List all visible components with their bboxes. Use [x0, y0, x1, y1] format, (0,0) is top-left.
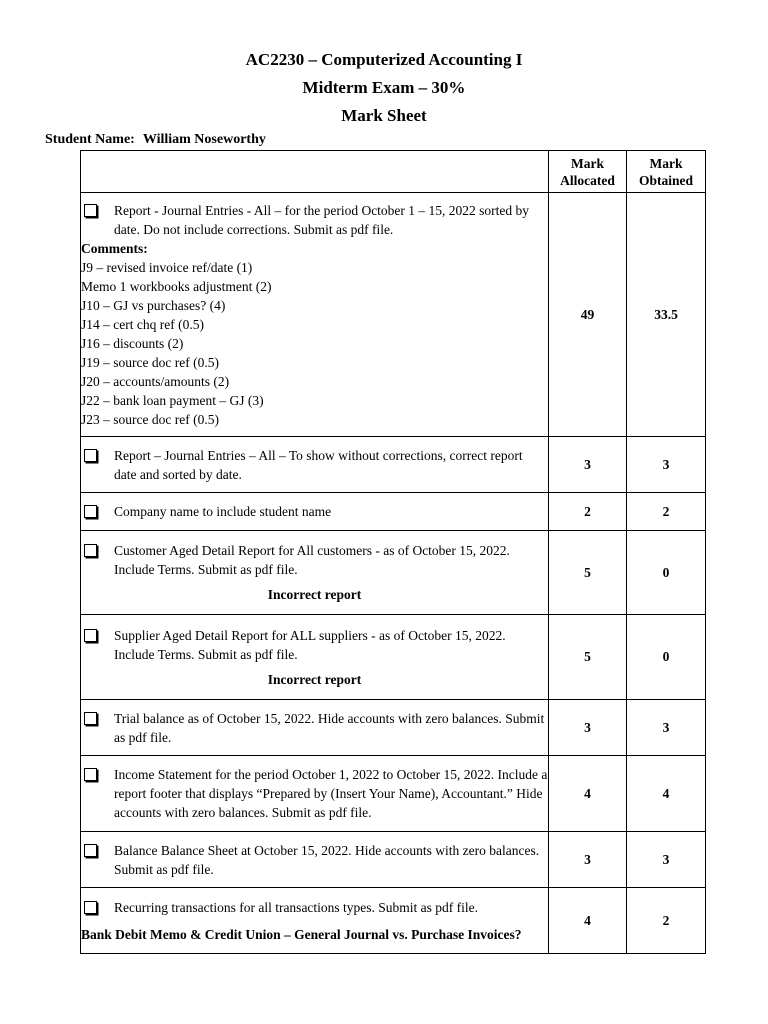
- task-cell: [81, 615, 549, 700]
- checkbox-icon[interactable]: [84, 629, 97, 642]
- task-text: Supplier Aged Detail Report for ALL suppliers - as of October 15, 2022. Include Terms. Submit as pdf file.: [114, 627, 506, 662]
- task-cell: [81, 888, 549, 954]
- mark-allocated: 3: [549, 437, 627, 493]
- comment-line: J10 – GJ vs purchases? (4): [81, 297, 226, 313]
- task-text: Report – Journal Entries – All – To show without corrections, correct report date and sorted by date.: [114, 447, 523, 482]
- mark-allocated: 49: [549, 193, 627, 437]
- mark-allocated: 5: [549, 615, 627, 700]
- task-text: Balance Balance Sheet at October 15, 2022. Hide accounts with zero balances. Submit as pdf file.: [114, 842, 540, 877]
- mark-allocated: 4: [549, 888, 627, 954]
- task-cell: [81, 193, 549, 437]
- table-row: [81, 832, 706, 888]
- course-title: AC2230 – Computerized Accounting I: [245, 50, 523, 69]
- comment-line: J9 – revised invoice ref/date (1): [81, 259, 253, 275]
- comment-line: J14 – cert chq ref (0.5): [81, 316, 204, 332]
- task-note: Bank Debit Memo & Credit Union – General Journal vs. Purchase Invoices?: [81, 926, 522, 942]
- document-header: [0, 46, 768, 130]
- task-cell: [81, 832, 549, 888]
- comments-label: Comments:: [81, 240, 148, 256]
- comment-line: J16 – discounts (2): [81, 335, 184, 351]
- comment-line: J22 – bank loan payment – GJ (3): [81, 392, 264, 408]
- mark-obtained: 0: [627, 615, 706, 700]
- mark-obtained: 4: [627, 756, 706, 832]
- mark-obtained: 3: [627, 700, 706, 756]
- task-note: Incorrect report: [267, 587, 362, 602]
- task-note: Incorrect report: [267, 671, 362, 687]
- header-mark-obtained: Mark Obtained: [627, 151, 706, 193]
- mark-allocated: 2: [549, 493, 627, 531]
- mark-table: [80, 150, 706, 954]
- sheet-title: Mark Sheet: [341, 106, 427, 125]
- table-row: [81, 493, 706, 531]
- table-row: [81, 615, 706, 700]
- task-text: Trial balance as of October 15, 2022. Hide accounts with zero balances. Submit as pdf file.: [114, 710, 545, 745]
- table-row: [81, 700, 706, 756]
- mark-allocated: 5: [549, 531, 627, 615]
- mark-allocated: 3: [549, 832, 627, 888]
- checkbox-icon[interactable]: [84, 712, 97, 725]
- comment-line: J20 – accounts/amounts (2): [81, 373, 230, 389]
- table-row: [81, 531, 706, 615]
- task-cell: [81, 437, 549, 493]
- checkbox-icon[interactable]: [84, 901, 97, 914]
- task-cell: [81, 531, 549, 615]
- table-row: [81, 193, 706, 437]
- checkbox-icon[interactable]: [84, 449, 97, 462]
- checkbox-icon[interactable]: [84, 505, 97, 518]
- mark-allocated: 4: [549, 756, 627, 832]
- header-mark-allocated: Mark Allocated: [549, 151, 627, 193]
- comment-line: J19 – source doc ref (0.5): [81, 354, 219, 370]
- mark-obtained: 3: [627, 832, 706, 888]
- table-row: [81, 437, 706, 493]
- table-row: [81, 756, 706, 832]
- mark-obtained: 2: [627, 888, 706, 954]
- table-header-row: [81, 151, 706, 193]
- task-text: Customer Aged Detail Report for All customers - as of October 15, 2022. Include Terms. Submit as pdf file.: [114, 543, 510, 577]
- checkbox-icon[interactable]: [84, 204, 97, 217]
- task-text: Income Statement for the period October 1, 2022 to October 15, 2022. Include a report footer that displays “Prepared by (Insert Your Name), Accountant.” Hide accounts with zero balances. Submit as pdf file.: [114, 767, 548, 820]
- mark-obtained: 0: [627, 531, 706, 615]
- exam-title: Midterm Exam – 30%: [302, 78, 466, 97]
- task-text: Company name to include student name: [114, 504, 332, 519]
- checkbox-icon[interactable]: [84, 768, 97, 781]
- header-blank-cell: [81, 151, 549, 193]
- task-text: Recurring transactions for all transactions types. Submit as pdf file.: [114, 899, 479, 915]
- checkbox-icon[interactable]: [84, 844, 97, 857]
- task-cell: [81, 756, 549, 832]
- comment-line: Memo 1 workbooks adjustment (2): [81, 278, 272, 294]
- comment-line: J23 – source doc ref (0.5): [81, 411, 219, 427]
- task-text: Report - Journal Entries - All – for the period October 1 – 15, 2022 sorted by date. Do not include corrections. Submit as pdf file.: [114, 202, 530, 237]
- student-name-line: [45, 132, 266, 148]
- table-row: [81, 888, 706, 954]
- mark-obtained: 2: [627, 493, 706, 531]
- mark-obtained: 3: [627, 437, 706, 493]
- checkbox-icon[interactable]: [84, 544, 97, 557]
- mark-obtained: 33.5: [627, 193, 706, 437]
- mark-allocated: 3: [549, 700, 627, 756]
- task-cell: [81, 700, 549, 756]
- task-cell: [81, 493, 549, 531]
- student-name-value: William Noseworthy: [142, 132, 266, 147]
- student-name-label: Student Name:: [45, 132, 135, 147]
